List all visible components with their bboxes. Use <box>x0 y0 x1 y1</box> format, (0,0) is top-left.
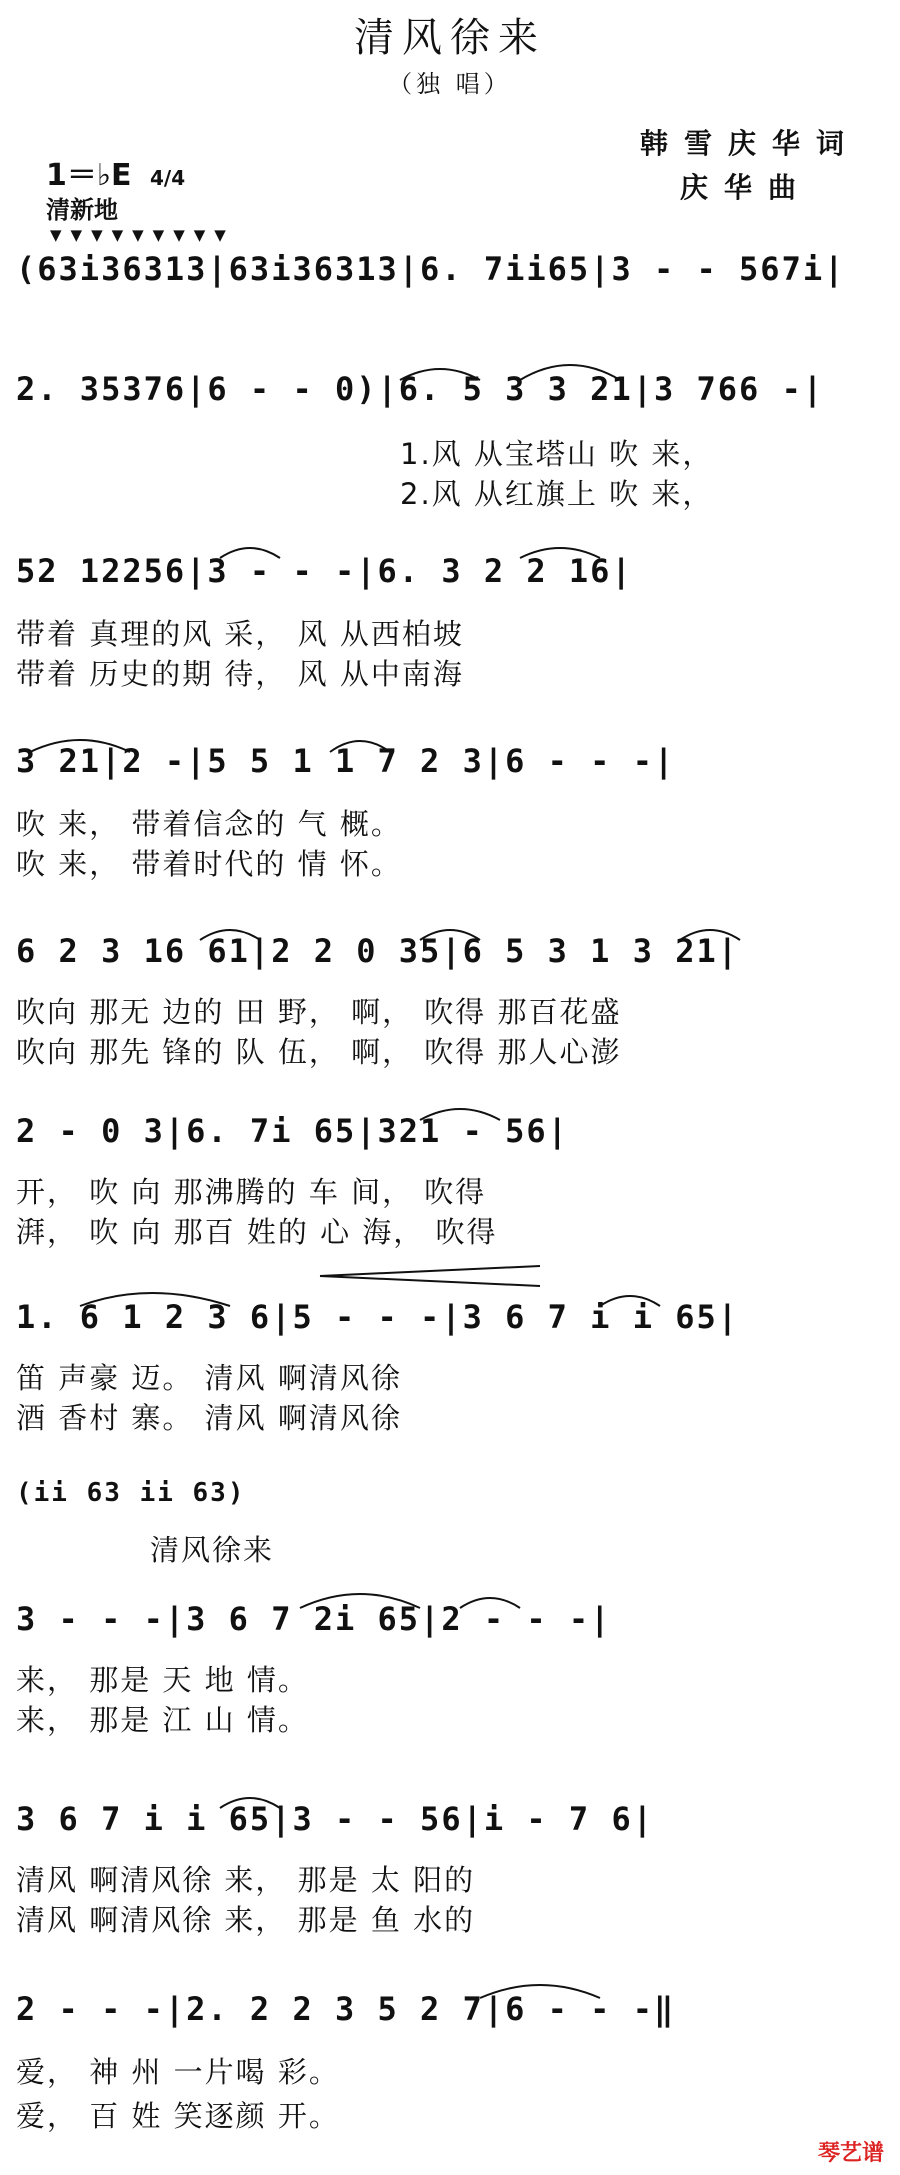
notation-line: 3 21|2 -|5 5 1 1 7 2 3|6 - - -| <box>16 742 676 780</box>
song-subtitle: （独 唱） <box>388 70 512 98</box>
notation-line: 2. 35376|6 - - 0)|6. 5 3 3 21|3 766 -| <box>16 370 825 408</box>
lyric-line: 清风 啊清风徐 来， 那是 太 阳的 <box>16 1863 476 1897</box>
lyric-line: 湃， 吹 向 那百 姓的 心 海， 吹得 <box>16 1215 498 1249</box>
song-title: 清风徐来 <box>354 15 546 61</box>
lyricist-credit: 韩雪庆华词 <box>640 127 861 160</box>
lyric-line: 清风徐来 <box>150 1533 275 1567</box>
lyric-line: 爱， 百 姓 笑逐颜 开。 <box>16 2099 340 2133</box>
site-watermark: 琴艺谱 <box>817 2141 884 2166</box>
notation-line: 2 - 0 3|6. 7i 65|321 - 56| <box>16 1112 569 1150</box>
composer-credit: 庆华曲 <box>680 171 813 204</box>
lyric-line: 吹 来， 带着信念的 气 概。 <box>16 807 402 841</box>
notation-line: 52 12256|3 - - -|6. 3 2 2 16| <box>16 552 633 590</box>
notation-line: (63i36313|63i36313|6. 7ii65|3 - - 567i| <box>16 250 846 288</box>
lyric-line: 爱， 神 州 一片喝 彩。 <box>16 2055 340 2089</box>
lyric-line: 吹向 那无 边的 田 野， 啊， 吹得 那百花盛 <box>16 995 622 1029</box>
lyric-line: 带着 真理的风 采， 风 从西柏坡 <box>16 617 464 651</box>
lyric-line: 吹 来， 带着时代的 情 怀。 <box>16 847 402 881</box>
time-signature: 4/4 <box>149 166 186 190</box>
notation-line: 6 2 3 16 61|2 2 0 35|6 5 3 1 3 21| <box>16 932 740 970</box>
lyric-line: 来， 那是 天 地 情。 <box>16 1663 309 1697</box>
key-label: 1＝♭E <box>46 158 132 193</box>
lyric-line: 带着 历史的期 待， 风 从中南海 <box>16 657 464 691</box>
lyric-line: 2.风 从红旗上 吹 来， <box>400 477 714 511</box>
notation-line: 2 - - -|2. 2 2 3 5 2 7|6 - - -‖ <box>16 1990 676 2028</box>
notation-line: 3 6 7 i i 65|3 - - 56|i - 7 6| <box>16 1800 654 1838</box>
tempo-marking: 清新地 <box>46 196 118 224</box>
lyric-line: 笛 声豪 迈。 清风 啊清风徐 <box>16 1361 402 1395</box>
lyric-line: 开， 吹 向 那沸腾的 车 间， 吹得 <box>16 1175 487 1209</box>
lyric-line: 清风 啊清风徐 来， 那是 鱼 水的 <box>16 1903 476 1937</box>
notation-line: (ii 63 ii 63) <box>16 1478 246 1508</box>
accent-marks: ▼▼▼▼▼▼▼▼▼ <box>50 226 235 244</box>
notation-line: 1. 6 1 2 3 6|5 - - -|3 6 7 i i 65| <box>16 1298 740 1336</box>
lyric-line: 1.风 从宝塔山 吹 来， <box>400 437 714 471</box>
notation-line: 3 - - -|3 6 7 2i 65|2 - - -| <box>16 1600 612 1638</box>
lyric-line: 来， 那是 江 山 情。 <box>16 1703 309 1737</box>
lyric-line: 吹向 那先 锋的 队 伍， 啊， 吹得 那人心澎 <box>16 1035 622 1069</box>
lyric-line: 酒 香村 寨。 清风 啊清风徐 <box>16 1401 402 1435</box>
